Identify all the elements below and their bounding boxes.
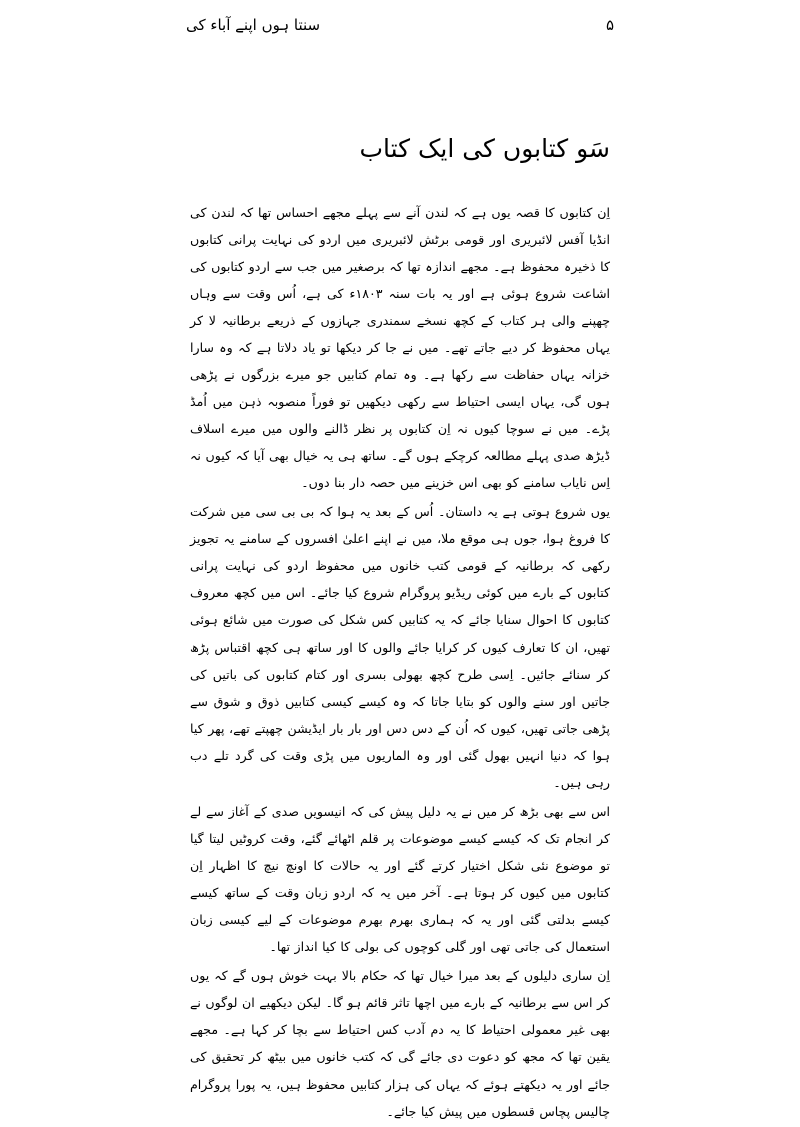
- page-content: [190, 128, 610, 1127]
- chapter-title: سَو کتابوں کی ایک کتاب: [359, 134, 610, 163]
- body-paragraph: اِن کتابوں کا قصہ یوں ہے کہ لندن آنے سے پہلے مجھے احساس تھا کہ لندن کی انڈیا آفس لائبریری اور قومی برٹش لائبریری میں اردو کی نہایت پرانی کتابوں کا ذخیرہ محفوظ ہے۔ مجھے اندازہ تھا کہ برصغیر میں جب سے اردو کتابوں کی اشاعت شروع ہوئی ہے اور یہ بات سنہ ۱۸۰۳ء کی ہے، اُس وقت سے وہاں چھپنے والی ہر کتاب کے کچھ نسخے سمندری جہازوں کے ذریعے برطانیہ لا کر یہاں محفوظ کر دیے جاتے تھے۔ میں نے جا کر دیکھا تو یاد دلاتا ہے کہ وہ سارا خزانہ یہاں حفاظت سے رکھا ہے۔ وہ تمام کتابیں جو میرے بزرگوں نے پڑھی ہوں گی، یہاں ایسی احتیاط سے رکھی دیکھیں تو فوراً منصوبہ ذہن میں اُمڈ پڑے۔ میں نے سوچا کیوں نہ اِن کتابوں پر نظر ڈالنے والوں میں میرے اسلاف ڈیڑھ صدی پہلے مطالعہ کرچکے ہوں گے۔ ساتھ ہی یہ خیال بھی آیا کہ کیوں نہ اِس نایاب سامنے کو بھی اس خزینے میں حصہ دار بنا دوں۔: [190, 204, 610, 491]
- body-paragraph: اِن ساری دلیلوں کے بعد میرا خیال تھا کہ حکام بالا بہت خوش ہوں گے کہ یوں کر اس سے برطانیہ کے بارے میں اچھا تاثر قائم ہو گا۔ لیکن دیکھیے ان لوگوں نے بھی غیر معمولی احتیاط کا یہ دم آدب کس احتیاط سے بچا کر کہا ہے۔ مجھے یقین تھا کہ مجھ کو دعوت دی جائے گی کہ کتب خانوں میں بیٹھ کر تحقیق کی جائے اور یہ دیکھتے ہوئے کہ یہاں کی ہزار کتابیں محفوظ ہیں، یہ پورا پروگرام چالیس پچاس قسطوں میں پیش کیا جائے۔: [190, 968, 610, 1119]
- page-number: ۵: [605, 16, 614, 34]
- book-title-running-head: سنتا ہوں اپنے آباء کی: [186, 16, 321, 34]
- body-paragraph: یوں شروع ہوتی ہے یہ داستان۔ اُس کے بعد یہ ہوا کہ بی بی سی میں شرکت کا فروغ ہوا، جوں ہی موقع ملا، میں نے اپنے اعلیٰ افسروں کے سامنے یہ تجویز رکھی کہ برطانیہ کے قومی کتب خانوں میں محفوظ اردو کی نہایت پرانی کتابوں کے بارے میں کوئی ریڈیو پروگرام شروع کیا جائے۔ اس میں کچھ معروف کتابوں کا احوال سنایا جائے کہ یہ کتابیں کس شکل کی صورت میں شائع ہوئی تھیں، ان کا تعارف کیوں کر کرایا جائے والوں کا اور ساتھ ہی کچھ اقتباس پڑھ کر سنائے جائیں۔ اِسی طرح کچھ بھولی بسری اور کتام کتابوں کی باتیں کی جاتیں اور سنے والوں کو بتایا جاتا کہ وہ کیسے کیسی کتابیں ذوق و شوق سے پڑھی جاتی تھیں، کیوں کہ اُن کے دس دس اور بار بار ایڈیشن چھپتے تھے، پھر کیا ہوا کہ دنیا انہیں بھول گئی اور وہ الماریوں میں پڑی وقت کی گرد تلے دب رہی ہیں۔: [190, 504, 610, 790]
- page-header: [186, 14, 614, 40]
- body-paragraph: اس سے بھی بڑھ کر میں نے یہ دلیل پیش کی کہ انیسویں صدی کے آغاز سے لے کر انجام تک کہ کیسے کیسے موضوعات پر قلم اٹھائے گئے، وقت کروٹیں لیتا گیا تو موضوع نئی شکل اختیار کرتے گئے اور یہ حالات کا اونچ نیچ کا اظہار اِن کتابوں میں کیوں کر ہوتا ہے۔ آخر میں یہ کہ اردو زبان وقت کے ساتھ کیسے کیسے بدلتی گئی اور یہ کہ ہماری بھرم بھرم موضوعات کے لیے کیسی زبان استعمال کی جاتی تھی اور گلی کوچوں کی بولی کا کیا انداز تھا۔: [190, 803, 610, 955]
